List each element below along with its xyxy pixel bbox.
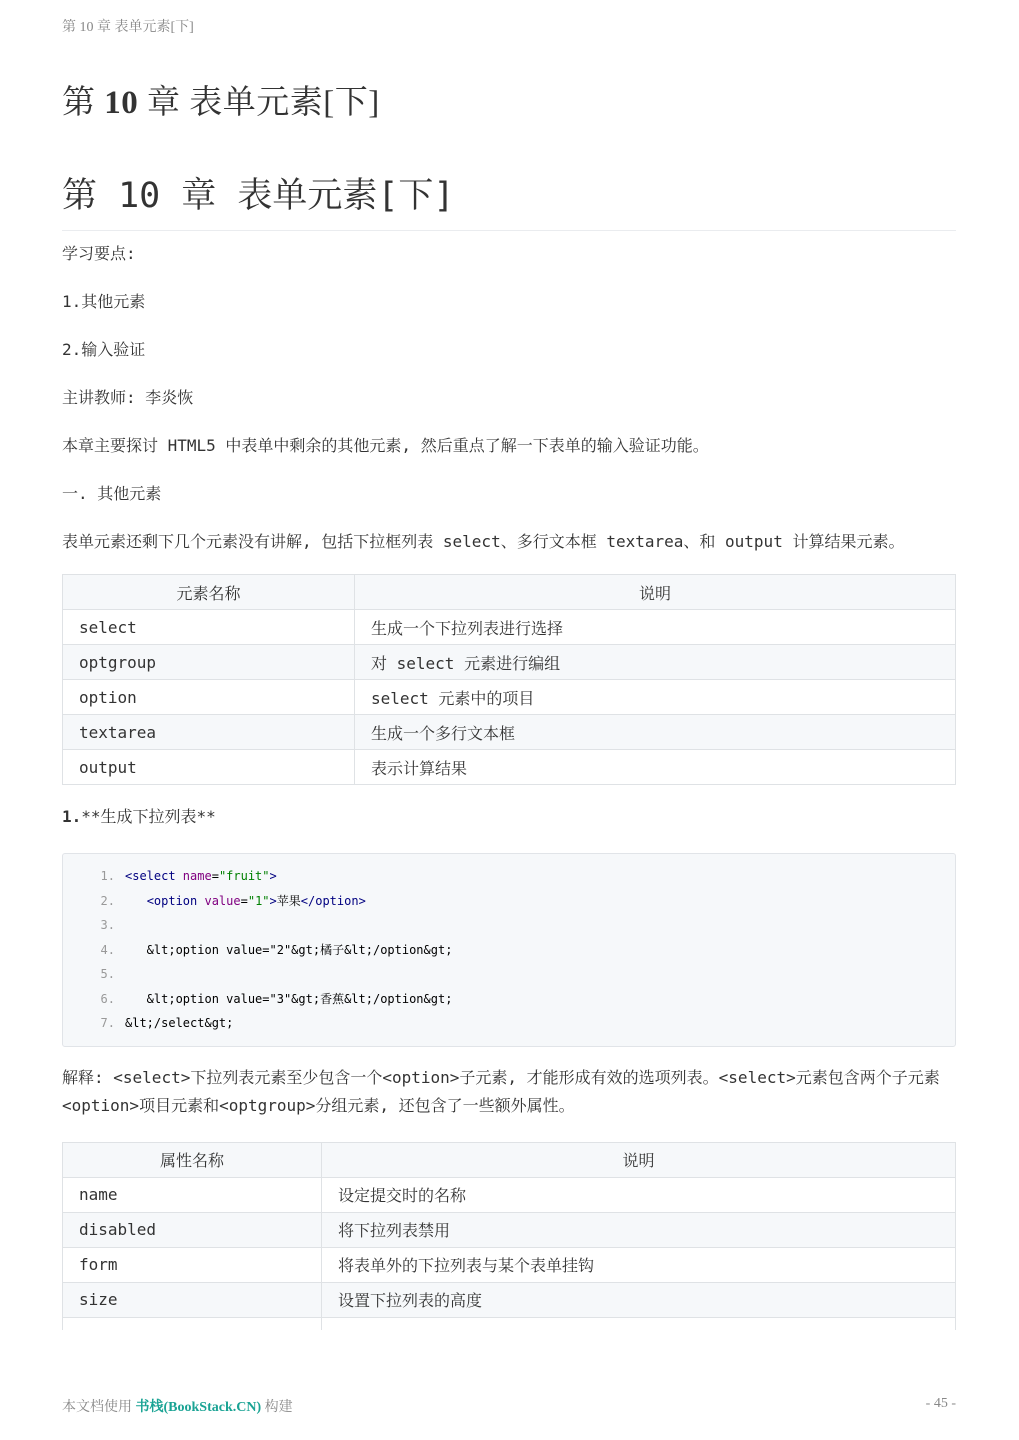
cell-desc: 生成一个多行文本框 — [355, 715, 956, 750]
title-number: 10 — [104, 85, 139, 121]
code-eq: = — [211, 869, 219, 883]
running-header: 第 10 章 表单元素[下] — [62, 20, 194, 35]
code-block — [62, 853, 956, 1047]
line-number: 5. — [100, 967, 115, 981]
explanation-label: 解释: — [62, 1067, 104, 1087]
cell-desc: 设置下拉列表的高度 — [322, 1282, 956, 1317]
header-description: 说明 — [355, 575, 956, 610]
cell-desc — [322, 1317, 956, 1330]
key-point-2: 2.输入验证 — [62, 340, 146, 359]
table-row — [63, 1177, 956, 1212]
code-tag-end: </option> — [300, 893, 366, 908]
page-number: - 45 - — [925, 1396, 956, 1411]
table-row — [63, 1317, 956, 1330]
section-description: 表单元素还剩下几个元素没有讲解, 包括下拉框列表 select、多行文本框 textarea、和 output 计算结果元素。 — [62, 532, 905, 551]
attributes-table-clip — [62, 1142, 956, 1330]
table-row — [63, 715, 956, 750]
chapter-title-serif — [62, 76, 380, 123]
teacher-line: 主讲教师: 李炎恢 — [62, 388, 194, 407]
table-header-row — [63, 575, 956, 610]
table-row — [63, 645, 956, 680]
cell-desc: 将表单外的下拉列表与某个表单挂钩 — [322, 1247, 956, 1282]
code-tag: <option — [146, 893, 205, 908]
cell-name: disabled — [63, 1212, 322, 1247]
key-points-heading: 学习要点: — [62, 244, 136, 263]
code-attr: name — [182, 869, 212, 883]
cell-desc: 将下拉列表禁用 — [322, 1212, 956, 1247]
code-line — [63, 889, 955, 914]
elements-table — [62, 574, 956, 785]
line-number: 7. — [100, 1016, 115, 1030]
line-number: 1. — [100, 869, 115, 883]
code-line — [63, 864, 955, 889]
code-indent — [125, 894, 147, 908]
code-text: &lt;option value="3"&gt;香蕉&lt;/option&gt; — [125, 991, 453, 1006]
code-line — [63, 913, 955, 938]
line-number: 3. — [100, 918, 115, 932]
subsection-number: 1. — [62, 807, 82, 826]
cell-name: output — [63, 750, 355, 785]
key-point-1: 1.其他元素 — [62, 292, 146, 311]
line-number: 2. — [100, 893, 115, 908]
cell-name: form — [63, 1247, 322, 1282]
cell-desc: 表示计算结果 — [355, 750, 956, 785]
title-suffix: 章 表单元素[下] — [138, 85, 380, 121]
table-row — [63, 1212, 956, 1247]
code-attr: value — [204, 893, 241, 908]
table-header-row — [63, 1142, 956, 1177]
line-number: 4. — [100, 942, 115, 957]
chapter-title-mono: 第 10 章 表单元素[下] — [62, 168, 956, 231]
header-attribute-name: 属性名称 — [63, 1142, 322, 1177]
explanation-paragraph — [62, 1064, 956, 1120]
header-description: 说明 — [322, 1142, 956, 1177]
cell-desc: 对 select 元素进行编组 — [355, 645, 956, 680]
cell-desc: select 元素中的项目 — [355, 680, 956, 715]
code-string: "fruit" — [218, 869, 270, 883]
footer-prefix: 本文档使用 — [62, 1400, 136, 1415]
table-row — [63, 1282, 956, 1317]
table-row — [63, 610, 956, 645]
code-eq: = — [240, 893, 248, 908]
table-row — [63, 1247, 956, 1282]
section-heading-other-elements: 一. 其他元素 — [62, 484, 162, 503]
attributes-table — [62, 1142, 956, 1330]
title-prefix: 第 — [62, 85, 105, 121]
bookstack-link[interactable]: 书栈(BookStack.CN) — [135, 1400, 262, 1415]
code-tag-close: > — [269, 893, 277, 908]
footer-credit — [62, 1396, 293, 1416]
code-text: &lt;/select&gt; — [125, 1016, 234, 1030]
cell-name: textarea — [63, 715, 355, 750]
main-content — [62, 240, 956, 1330]
table-row — [63, 750, 956, 785]
cell-name: select — [63, 610, 355, 645]
footer-suffix: 构建 — [261, 1400, 293, 1415]
code-line — [63, 1011, 955, 1036]
cell-name: size — [63, 1282, 322, 1317]
subsection-heading — [62, 803, 956, 831]
code-text: &lt;option value="2"&gt;橘子&lt;/option&gt; — [125, 942, 453, 957]
cell-name: option — [63, 680, 355, 715]
subsection-text: **生成下拉列表** — [81, 807, 216, 826]
explanation-text: <select>下拉列表元素至少包含一个<option>子元素, 才能形成有效的选项列表。<select>元素包含两个子元素<option>项目元素和<optgroup>分组元素, 还包含了一些额外属性。 — [62, 1067, 940, 1115]
cell-name: optgroup — [63, 645, 355, 680]
code-line — [63, 987, 955, 1012]
code-tag: <select — [125, 869, 183, 883]
code-string: "1" — [247, 893, 270, 908]
header-element-name: 元素名称 — [63, 575, 355, 610]
code-line — [63, 938, 955, 963]
code-line — [63, 962, 955, 987]
code-tag-close: > — [269, 869, 277, 883]
cell-desc: 设定提交时的名称 — [322, 1177, 956, 1212]
cell-name — [63, 1317, 322, 1330]
code-text: 苹果 — [276, 893, 301, 908]
cell-name: name — [63, 1177, 322, 1212]
line-number: 6. — [100, 991, 115, 1006]
cell-desc: 生成一个下拉列表进行选择 — [355, 610, 956, 645]
intro-paragraph: 本章主要探讨 HTML5 中表单中剩余的其他元素, 然后重点了解一下表单的输入验证功能。 — [62, 436, 709, 455]
table-row — [63, 680, 956, 715]
